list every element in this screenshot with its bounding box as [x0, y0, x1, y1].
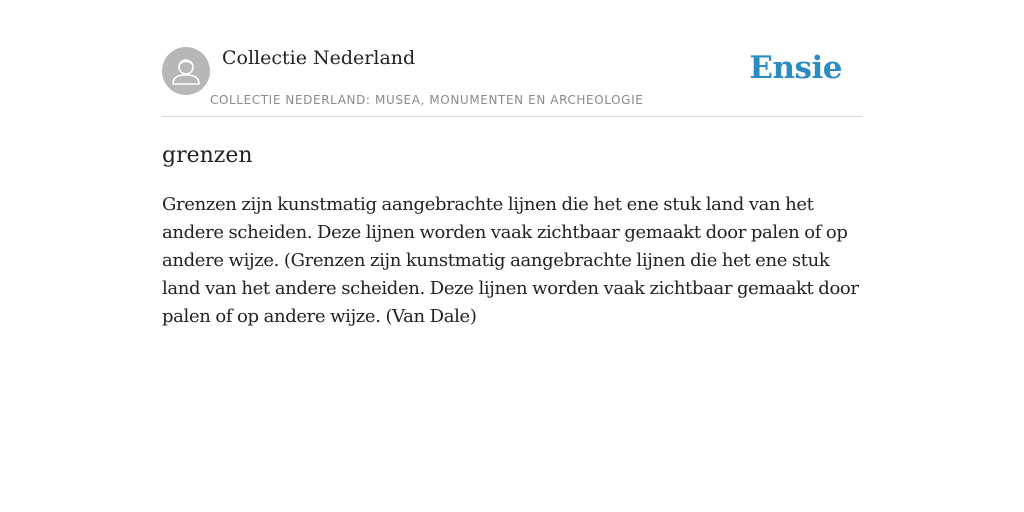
entry-definition: Grenzen zijn kunstmatig aangebrachte lijnen die het ene stuk land van het andere scheiden. Deze lijnen worden vaak zichtbaar gemaakt door palen of op andere wijze. (Grenzen zijn kunstmatig aangebrachte lijnen die het ene stuk land van het andere scheiden. Deze lijnen worden vaak zichtbaar gemaakt door palen of op andere wijze. (Van Dale) [162, 194, 859, 327]
entry-card [162, 0, 862, 331]
source-link[interactable]: COLLECTIE NEDERLAND: MUSEA, MONUMENTEN EN ARCHEOLOGIE [210, 93, 644, 107]
ensie-logo[interactable]: Ensie [749, 50, 842, 86]
entry-title: grenzen [162, 143, 253, 168]
user-silhouette-icon [162, 47, 210, 95]
author-avatar[interactable] [162, 47, 210, 95]
author-name-link[interactable]: Collectie Nederland [222, 47, 416, 69]
entry-header [162, 0, 862, 117]
